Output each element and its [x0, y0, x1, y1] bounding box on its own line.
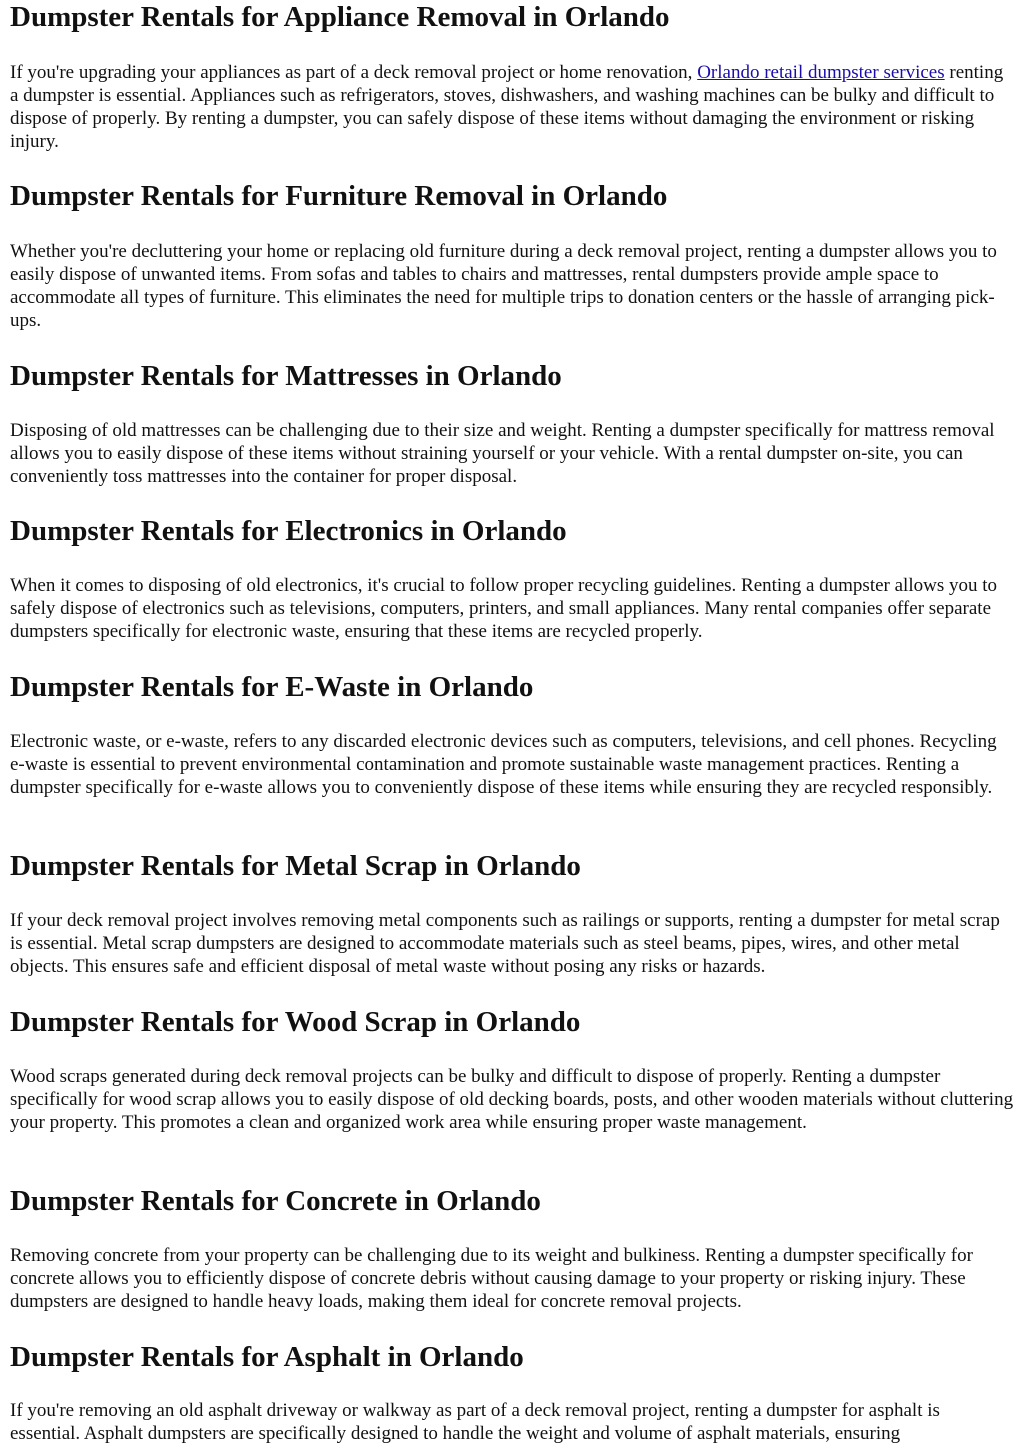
paragraph-text: renting a dumpster is essential. Appliances such as refrigerators, stoves, dishwashers, and washing machines can be bulky and difficult to dispose of properly. By renting a dumpster, you can safely dispose of these items without damaging the environment or risking injury. — [10, 62, 1004, 152]
section-heading: Dumpster Rentals for Mattresses in Orlando — [10, 360, 562, 392]
section-paragraph: Removing concrete from your property can be challenging due to its weight and bulkiness. Renting a dumpster specifically for concrete allows you to efficiently dispose of concrete debris without causing damage to your property or risking injury. These dumpsters are designed to handle heavy loads, making them ideal for concrete removal projects. — [10, 1245, 973, 1312]
orlando-retail-dumpster-services-link[interactable]: Orlando retail dumpster services — [697, 62, 945, 83]
section-heading: Dumpster Rentals for Wood Scrap in Orlando — [10, 1006, 581, 1038]
section-heading: Dumpster Rentals for Electronics in Orlando — [10, 515, 567, 547]
section-paragraph: Electronic waste, or e-waste, refers to any discarded electronic devices such as computers, televisions, and cell phones. Recycling e-waste is essential to prevent environmental contamination and promote sustainable waste management practices. Renting a dumpster specifically for e-waste allows you to conveniently dispose of these items while ensuring they are recycled responsibly. — [10, 731, 997, 798]
section-paragraph: If you're removing an old asphalt driveway or walkway as part of a deck removal project, renting a dumpster for asphalt is essential. Asphalt dumpsters are specifically designed to handle the weight and volume of asphalt materials, ensuring — [10, 1400, 940, 1444]
section-paragraph — [10, 61, 1014, 153]
section-paragraph: Whether you're decluttering your home or replacing old furniture during a deck removal project, renting a dumpster allows you to easily dispose of unwanted items. From sofas and tables to chairs and mattresses, rental dumpsters provide ample space to accommodate all types of furniture. This eliminates the need for multiple trips to donation centers or the hassle of arranging pick-ups. — [10, 241, 997, 331]
paragraph-text: If you're upgrading your appliances as part of a deck removal project or home renovation, — [10, 62, 698, 83]
section-heading: Dumpster Rentals for Furniture Removal in Orlando — [10, 180, 668, 212]
section-heading: Dumpster Rentals for Asphalt in Orlando — [10, 1341, 524, 1373]
section-paragraph: Wood scraps generated during deck removal projects can be bulky and difficult to dispose of properly. Renting a dumpster specifically for wood scrap allows you to easily dispose of old decking boards, posts, and other wooden materials without cluttering your property. This promotes a clean and organized work area while ensuring proper waste management. — [10, 1066, 1014, 1133]
section-paragraph: Disposing of old mattresses can be challenging due to their size and weight. Renting a dumpster specifically for mattress removal allows you to easily dispose of these items without straining yourself or your vehicle. With a rental dumpster on-site, you can conveniently toss mattresses into the container for proper disposal. — [10, 420, 995, 487]
section-heading: Dumpster Rentals for Concrete in Orlando — [10, 1185, 541, 1217]
section-heading: Dumpster Rentals for Metal Scrap in Orlando — [10, 850, 581, 882]
section-paragraph: When it comes to disposing of old electronics, it's crucial to follow proper recycling guidelines. Renting a dumpster allows you to safely dispose of electronics such as televisions, computers, printers, and small appliances. Many rental companies offer separate dumpsters specifically for electronic waste, ensuring that these items are recycled properly. — [10, 575, 997, 642]
section-heading: Dumpster Rentals for Appliance Removal in Orlando — [10, 1, 670, 33]
section-heading: Dumpster Rentals for E-Waste in Orlando — [10, 671, 534, 703]
section-paragraph: If your deck removal project involves removing metal components such as railings or supports, renting a dumpster for metal scrap is essential. Metal scrap dumpsters are designed to accommodate materials such as steel beams, pipes, wires, and other metal objects. This ensures safe and efficient disposal of metal waste without posing any risks or hazards. — [10, 910, 1000, 977]
